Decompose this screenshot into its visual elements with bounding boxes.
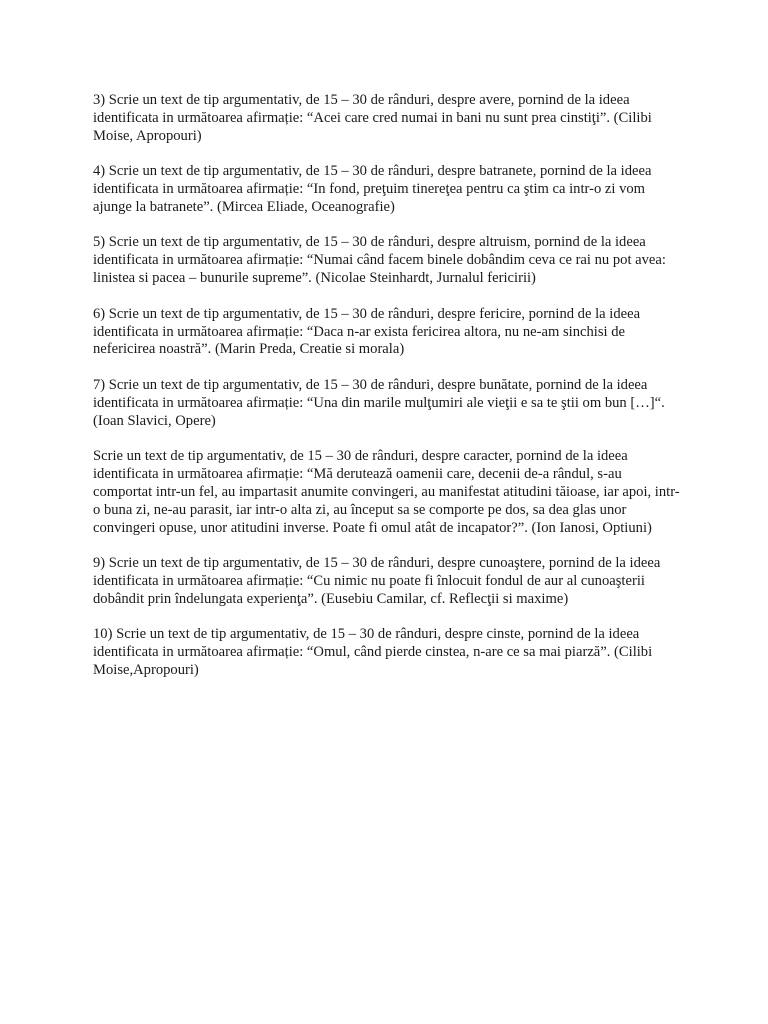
paragraph-3: 3) Scrie un text de tip argumentativ, de 15 – 30 de rânduri, despre avere, pornind de la ideea identificata in următoarea afirmație: “Acei care cred numai in bani nu sunt prea cinstiţi”. (Cilibi Moise, Apropouri)	[93, 92, 652, 144]
document-body	[93, 92, 683, 698]
paragraph-6: 6) Scrie un text de tip argumentativ, de 15 – 30 de rânduri, despre fericire, pornind de la ideea identificata in următoarea afirmație: “Daca n-ar exista fericirea altora, nu ne-am sinchisi de nefericirea noastră”. (Marin Preda, Creatie si morala)	[93, 305, 641, 358]
paragraph-4: 4) Scrie un text de tip argumentativ, de 15 – 30 de rânduri, despre batranete, pornind de la ideea identificata in următoarea afirmație: “In fond, preţuim tinereţea pentru ca ştim ca intr-o zi vom ajunge la batranete”. (Mircea Eliade, Oceanografie)	[93, 163, 652, 216]
paragraph-8: Scrie un text de tip argumentativ, de 15 – 30 de rânduri, despre caracter, pornind de la ideea identificata in următoarea afirmație: “Mă derutează oamenii care, decenii de-a rândul, s-au comportat intr-un fel, au impartasit anumite convingeri, au manifestat atitudini tăioase, iar apoi, intr-o buna zi, ne-au parasit, iar intr-o alta zi, au început sa se comporte pe dos, sa dea glas unor convingeri opuse, unor atitudini inverse. Poate fi omul atât de incapator?”. (Ion Ianosi, Optiuni)	[93, 448, 680, 536]
paragraph-5: 5) Scrie un text de tip argumentativ, de 15 – 30 de rânduri, despre altruism, pornind de la ideea identificata in următoarea afirmație: “Numai când facem binele dobândim ceva ce rai nu pot avea: linistea si pacea – bunurile supreme”. (Nicolae Steinhardt, Jurnalul fericirii)	[93, 234, 666, 287]
paragraph-9: 9) Scrie un text de tip argumentativ, de 15 – 30 de rânduri, despre cunoaştere, pornind de la ideea identificata in următoarea afirmație: “Cu nimic nu poate fi înlocuit fondul de aur al cunoaşterii dobândit prin îndelungata experienţa”. (Eusebiu Camilar, cf. Reflecţii si maxime)	[93, 555, 661, 607]
paragraph-7: 7) Scrie un text de tip argumentativ, de 15 – 30 de rânduri, despre bunătate, pornind de la ideea identificata in următoarea afirmație: “Una din marile mulţumiri ale vieţii e sa te ştii om bun […]“. (Ioan Slavici, Opere)	[93, 376, 665, 429]
paragraph-10: 10) Scrie un text de tip argumentativ, de 15 – 30 de rânduri, despre cinste, pornind de la ideea identificata in următoarea afirmație: “Omul, când pierde cinstea, n-are ce sa mai piarză”. (Cilibi Moise,Apropouri)	[93, 626, 653, 679]
